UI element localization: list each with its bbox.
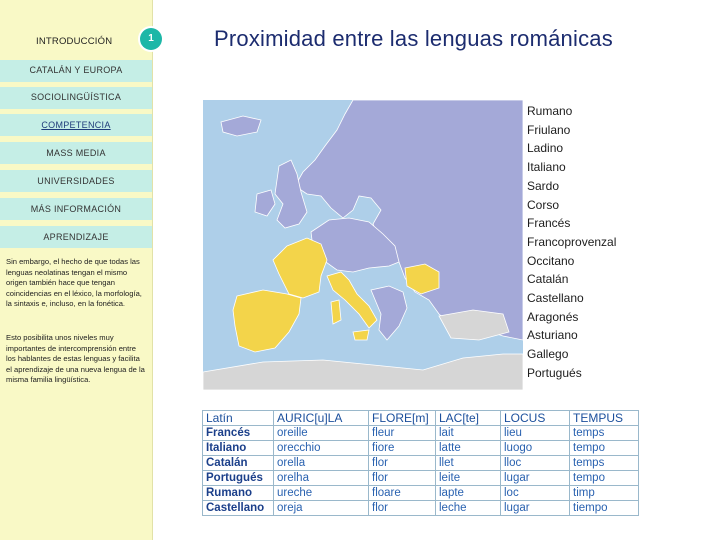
intro-nav-item[interactable] bbox=[0, 26, 152, 56]
table-cell: lugar bbox=[501, 471, 570, 486]
table-cell: flor bbox=[369, 456, 436, 471]
sidebar-paragraph-2: Esto posibilita unos niveles muy importantes de intercomprensión entre los hablantes de estas lenguas y facilita el aprendizaje de una nueva lengua de la misma familia lingüística. bbox=[6, 333, 145, 384]
table-header: Latín bbox=[203, 411, 274, 426]
language-item: Francés bbox=[527, 216, 571, 231]
language-item: Francoprovenzal bbox=[527, 234, 617, 249]
sidebar-paragraph-1: Sin embargo, el hecho de que todas las lenguas neolatinas tengan el mismo origen también hace que tengan coincidencias en el léxico, la morfología, la sintaxis e, incluso, en la fonética. bbox=[6, 257, 142, 308]
map-land-sicily bbox=[353, 330, 369, 340]
map-land-sardinia-corsica bbox=[331, 300, 341, 324]
table-header: FLORE[m] bbox=[369, 411, 436, 426]
table-cell: tiempo bbox=[570, 501, 639, 516]
table-cell: temps bbox=[570, 456, 639, 471]
menu-item-universidades[interactable]: UNIVERSIDADES bbox=[37, 176, 115, 186]
table-row bbox=[203, 441, 639, 456]
menu-item-sociolinguistica[interactable]: SOCIOLINGÜÍSTICA bbox=[30, 92, 122, 102]
table-cell: Catalán bbox=[203, 456, 274, 471]
table-cell: orelha bbox=[274, 471, 369, 486]
table-header: LAC[te] bbox=[436, 411, 501, 426]
table-header: AURIC[u]LA bbox=[274, 411, 369, 426]
language-item: Catalán bbox=[527, 272, 569, 287]
table-header-row bbox=[203, 411, 639, 426]
table-cell: timp bbox=[570, 486, 639, 501]
table-row bbox=[203, 426, 639, 441]
table-cell: tempo bbox=[570, 441, 639, 456]
table-cell: temps bbox=[570, 426, 639, 441]
table-cell: fiore bbox=[369, 441, 436, 456]
menu-item-competencia[interactable]: COMPETENCIA bbox=[41, 120, 111, 130]
latin-comparison-table bbox=[202, 410, 639, 516]
page-title: Proximidad entre las lenguas románicas bbox=[214, 26, 613, 51]
language-item: Portugués bbox=[527, 365, 582, 380]
table-cell: floare bbox=[369, 486, 436, 501]
table-cell: lait bbox=[436, 426, 501, 441]
table-row bbox=[203, 501, 639, 516]
europe-language-map bbox=[203, 100, 523, 390]
menu-item-mas-informacion[interactable]: MÁS INFORMACIÓN bbox=[30, 204, 122, 214]
language-item: Ladino bbox=[527, 141, 564, 156]
romance-language-list bbox=[527, 102, 616, 383]
table-cell: llet bbox=[436, 456, 501, 471]
language-item: Italiano bbox=[527, 160, 566, 175]
table-cell: Castellano bbox=[203, 501, 274, 516]
language-item: Corso bbox=[527, 197, 560, 212]
table-cell: lloc bbox=[501, 456, 570, 471]
menu-item-catalan-y-europa[interactable]: CATALÁN Y EUROPA bbox=[29, 65, 123, 75]
language-item: Castellano bbox=[527, 291, 584, 306]
table-cell: lugar bbox=[501, 501, 570, 516]
language-item: Occitano bbox=[527, 253, 575, 268]
menu-item-aprendizaje[interactable]: APRENDIZAJE bbox=[43, 232, 109, 242]
intro-label: INTRODUCCIÓN bbox=[36, 36, 113, 47]
table-cell: oreille bbox=[274, 426, 369, 441]
table-row bbox=[203, 456, 639, 471]
table-row bbox=[203, 471, 639, 486]
table-cell: leche bbox=[436, 501, 501, 516]
table-row bbox=[203, 486, 639, 501]
table-cell: Rumano bbox=[203, 486, 274, 501]
table-cell: orella bbox=[274, 456, 369, 471]
table-cell: latte bbox=[436, 441, 501, 456]
table-cell: fleur bbox=[369, 426, 436, 441]
table-header: TEMPUS bbox=[570, 411, 639, 426]
table-cell: ureche bbox=[274, 486, 369, 501]
table-cell: luogo bbox=[501, 441, 570, 456]
table-cell: flor bbox=[369, 471, 436, 486]
language-item: Sardo bbox=[527, 178, 560, 193]
table-cell: lapte bbox=[436, 486, 501, 501]
table-header: LOCUS bbox=[501, 411, 570, 426]
table-cell: orecchio bbox=[274, 441, 369, 456]
table-cell: lieu bbox=[501, 426, 570, 441]
table-cell: tempo bbox=[570, 471, 639, 486]
table-cell: loc bbox=[501, 486, 570, 501]
language-item: Rumano bbox=[527, 104, 573, 118]
sidebar bbox=[0, 0, 153, 540]
language-item: Aragonés bbox=[527, 309, 579, 324]
language-item: Gallego bbox=[527, 347, 569, 362]
table-cell: Portugués bbox=[203, 471, 274, 486]
table-cell: leite bbox=[436, 471, 501, 486]
table-cell: flor bbox=[369, 501, 436, 516]
menu-item-mass-media[interactable]: MASS MEDIA bbox=[46, 148, 106, 158]
table-cell: Francés bbox=[203, 426, 274, 441]
table-cell: oreja bbox=[274, 501, 369, 516]
language-item: Friulano bbox=[527, 122, 571, 137]
table-cell: Italiano bbox=[203, 441, 274, 456]
slide-number-badge: 1 bbox=[140, 28, 162, 50]
language-item: Asturiano bbox=[527, 328, 578, 343]
